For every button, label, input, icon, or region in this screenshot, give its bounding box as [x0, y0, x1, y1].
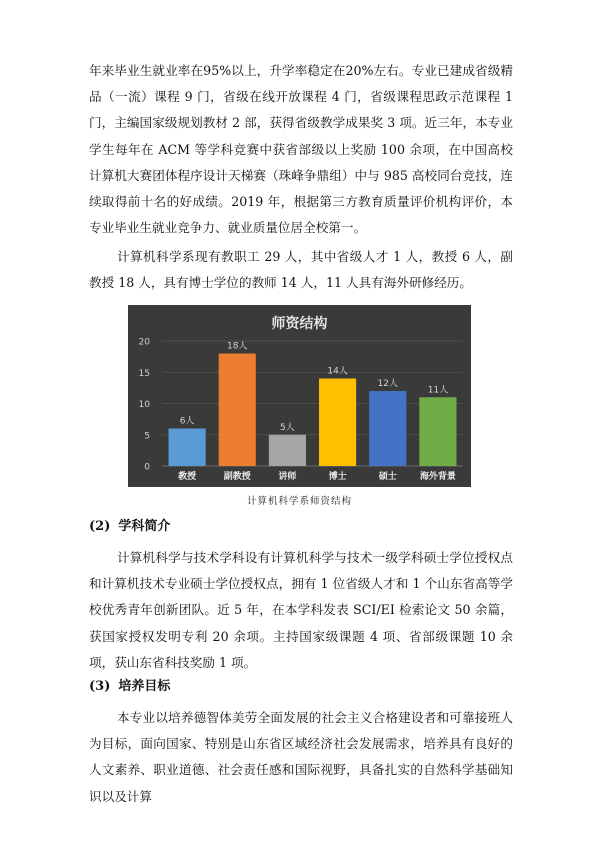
x-tick-label: 海外背景 [419, 472, 456, 482]
bar [419, 397, 456, 466]
data-label: 18人 [227, 341, 248, 352]
y-tick-label: 0 [144, 462, 150, 473]
section-heading-goals [89, 677, 170, 697]
section-heading-discipline [89, 517, 170, 537]
x-tick-label: 讲师 [278, 472, 297, 482]
data-label: 5人 [280, 422, 295, 433]
y-tick-label: 10 [138, 400, 150, 410]
x-tick-label: 副教授 [223, 472, 251, 482]
chart-title: 师资结构 [271, 316, 328, 332]
section-title: 学科简介 [118, 519, 171, 534]
chart-canvas [128, 305, 471, 487]
section-number: (2) [89, 519, 111, 534]
bar [269, 435, 306, 466]
paragraph-employment-results: 年来毕业生就业率在95%以上，升学率稳定在20%左右。专业已建成省级精品（一流）课程 9 门，省级在线开放课程 4 门，省级课程思政示范课程 1 门，主编国家级规划教材 2 部，获得省级教学成果奖 3 项。近三年，本专业学生每年在 ACM 等学科竞赛中获省部级以上奖励 100 余项，在中国高校计算机大赛团体程序设计天梯赛（珠峰争鼎组）中与 985 高校同台竞技，连续取得前十名的好成绩。2019 年，根据第三方教育质量评价机构评价，本专业毕业生就业竞争力、就业质量位居全校第一。 [89, 63, 513, 236]
paragraph-faculty-overview: 计算机科学系现有教职工 29 人，其中省级人才 1 人，教授 6 人，副教授 18 人，具有博士学位的教师 14 人，11 人具有海外研修经历。 [89, 249, 513, 291]
x-tick-label: 硕士 [378, 472, 397, 482]
y-tick-label: 20 [138, 337, 150, 348]
paragraph-training-goals: 本专业以培养德智体美劳全面发展的社会主义合格建设者和可靠接班人为目标，面向国家、特别是山东省区域经济社会发展需求，培养具有良好的人文素养、职业道德、社会责任感和国际视野，具备扎实的自然科学基础知识以及计算 [89, 710, 513, 804]
faculty-structure-chart [128, 305, 471, 487]
section-title: 培养目标 [118, 679, 171, 694]
y-tick-label: 5 [144, 431, 150, 442]
bar [169, 429, 206, 467]
y-tick-label: 15 [138, 368, 150, 379]
data-label: 11人 [427, 385, 449, 396]
chart-caption: 计算机科学系师资结构 [246, 496, 352, 507]
data-label: 12人 [377, 379, 398, 389]
paragraph-discipline-intro: 计算机科学与技术学科设有计算机科学与技术一级学科硕士学位授权点和计算机技术专业硕士学位授权点，拥有 1 位省级人才和 1 个山东省高等学校优秀青年创新团队。近 5 年，在本学科发表 SCI/EI 检索论文 50 余篇，获国家授权发明专利 20 余项。主持国家级课题 4 项、省部级课题 10 余项，获山东省科技奖励 1 项。 [89, 550, 513, 670]
x-tick-label: 教授 [178, 472, 197, 482]
data-label: 6人 [179, 416, 195, 427]
bar [369, 391, 406, 466]
x-tick-label: 博士 [328, 472, 347, 482]
bar [319, 379, 356, 467]
section-number: (3) [89, 679, 111, 694]
data-label: 14人 [327, 366, 348, 377]
bar [219, 354, 256, 467]
